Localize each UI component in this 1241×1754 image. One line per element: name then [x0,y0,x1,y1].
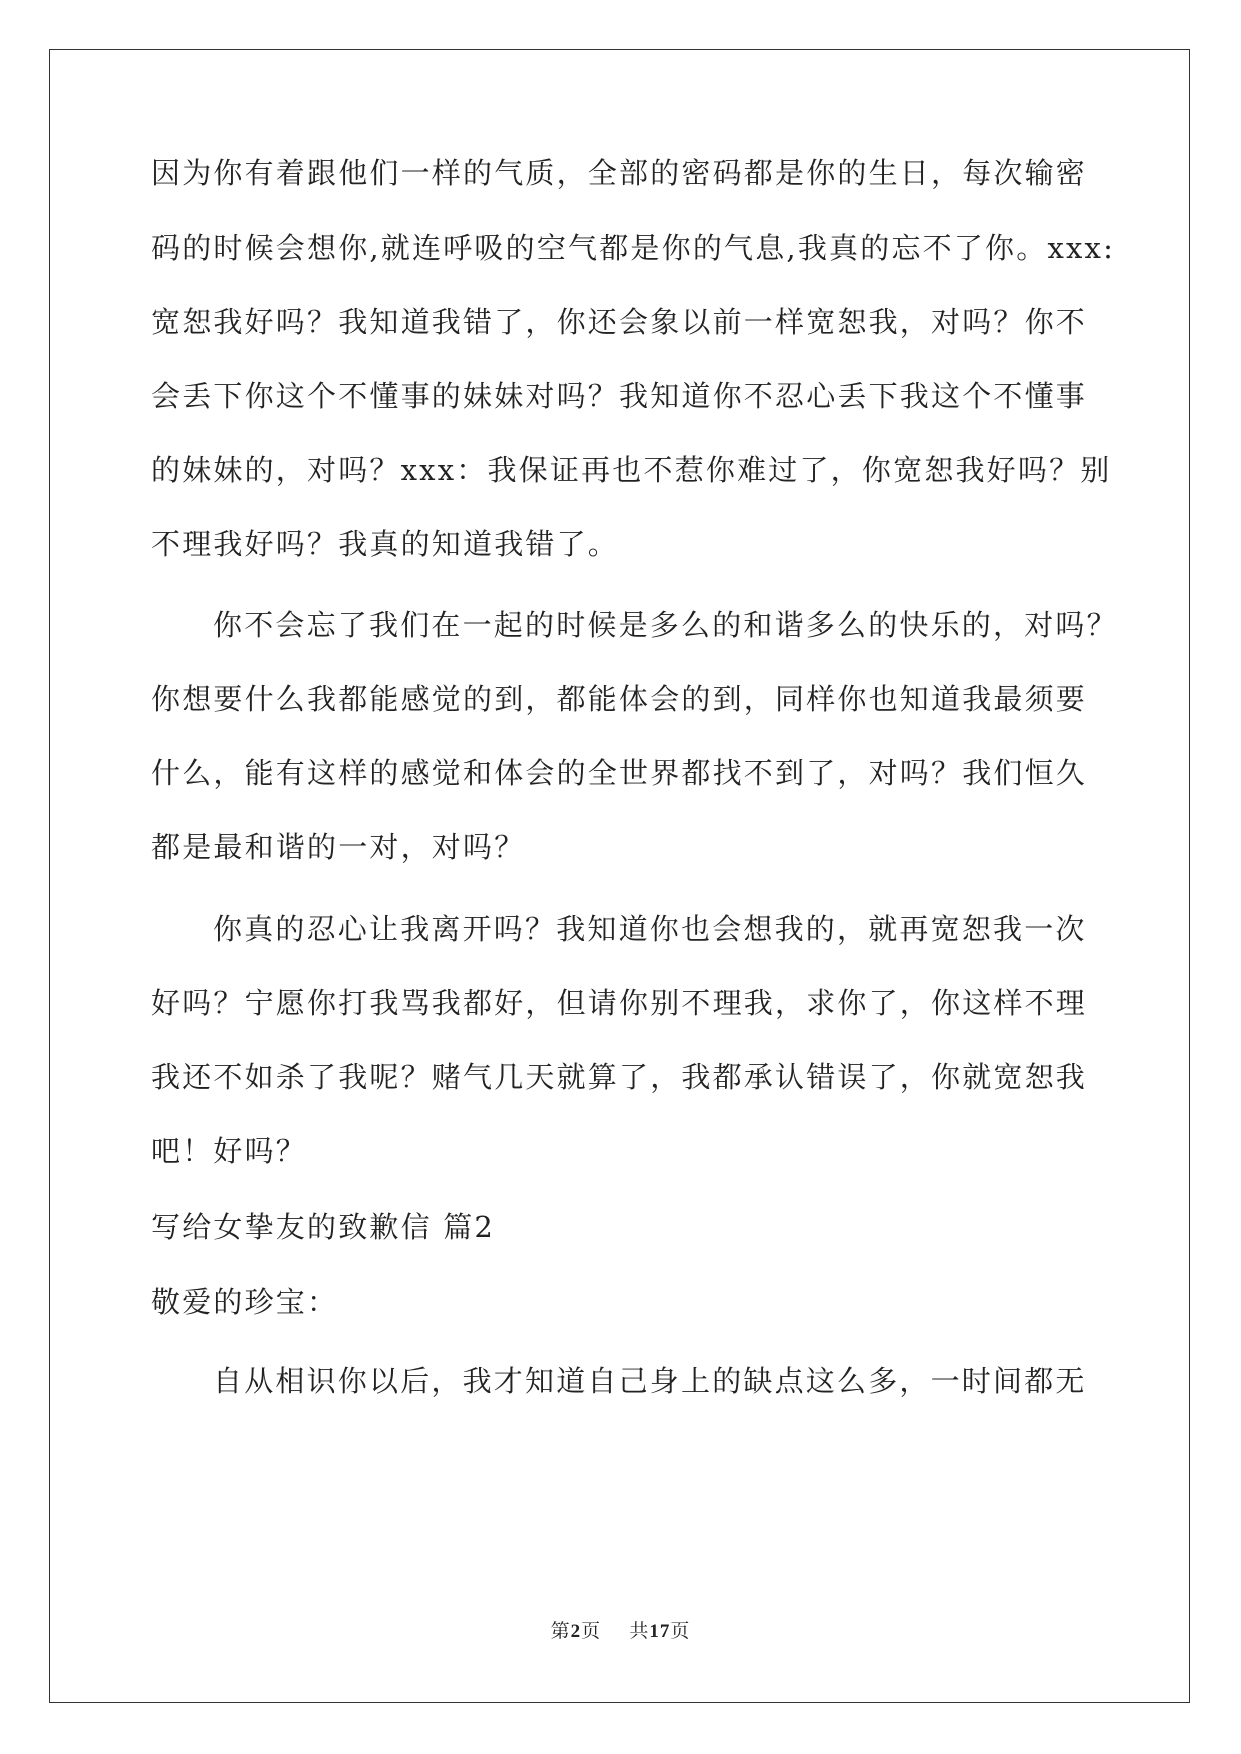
page-footer [0,1619,1241,1644]
body-text-line: 码的时候会想你,就连呼吸的空气都是你的气息,我真的忘不了你。xxx: [151,231,1116,265]
footer-page-unit: 页 [581,1620,602,1642]
body-text-line: 不理我好吗？我真的知道我错了。 [151,527,620,561]
page-frame [49,49,1190,1703]
body-text-line: 你想要什么我都能感觉的到，都能体会的到，同样你也知道我最须要 [151,682,1088,716]
body-text-line: 吧！好吗？ [151,1134,308,1168]
paragraph-first-line: 自从相识你以后，我才知道自己身上的缺点这么多，一时间都无 [213,1364,1087,1398]
salutation: 敬爱的珍宝： [151,1285,339,1319]
body-text-line: 宽恕我好吗？我知道我错了，你还会象以前一样宽恕我，对吗？你不 [151,305,1088,339]
body-text-line: 我还不如杀了我呢？赌气几天就算了，我都承认错误了，你就宽恕我 [151,1060,1088,1094]
section-heading: 写给女挚友的致歉信 篇2 [151,1210,496,1244]
body-text-line: 会丢下你这个不懂事的妹妹对吗？我知道你不忍心丢下我这个不懂事 [151,379,1088,413]
paragraph-first-line: 你真的忍心让我离开吗？我知道你也会想我的，就再宽恕我一次 [213,912,1087,946]
footer-total-prefix: 共 [629,1620,650,1642]
footer-prefix: 第 [550,1620,571,1642]
body-text-line: 因为你有着跟他们一样的气质，全部的密码都是你的生日，每次输密 [151,156,1088,190]
footer-total-unit: 页 [670,1620,691,1642]
body-text-line: 什么，能有这样的感觉和体会的全世界都找不到了，对吗？我们恒久 [151,756,1088,790]
current-page-number: 2 [570,1621,582,1642]
paragraph-first-line: 你不会忘了我们在一起的时候是多么的和谐多么的快乐的，对吗？ [213,608,1118,642]
body-text-line: 好吗？宁愿你打我骂我都好，但请你别不理我，求你了，你这样不理 [151,986,1088,1020]
total-pages-number: 17 [649,1621,671,1642]
body-text-line: 都是最和谐的一对，对吗？ [151,830,526,864]
body-text-line: 的妹妹的，对吗？xxx：我保证再也不惹你难过了，你宽恕我好吗？别 [151,453,1112,487]
